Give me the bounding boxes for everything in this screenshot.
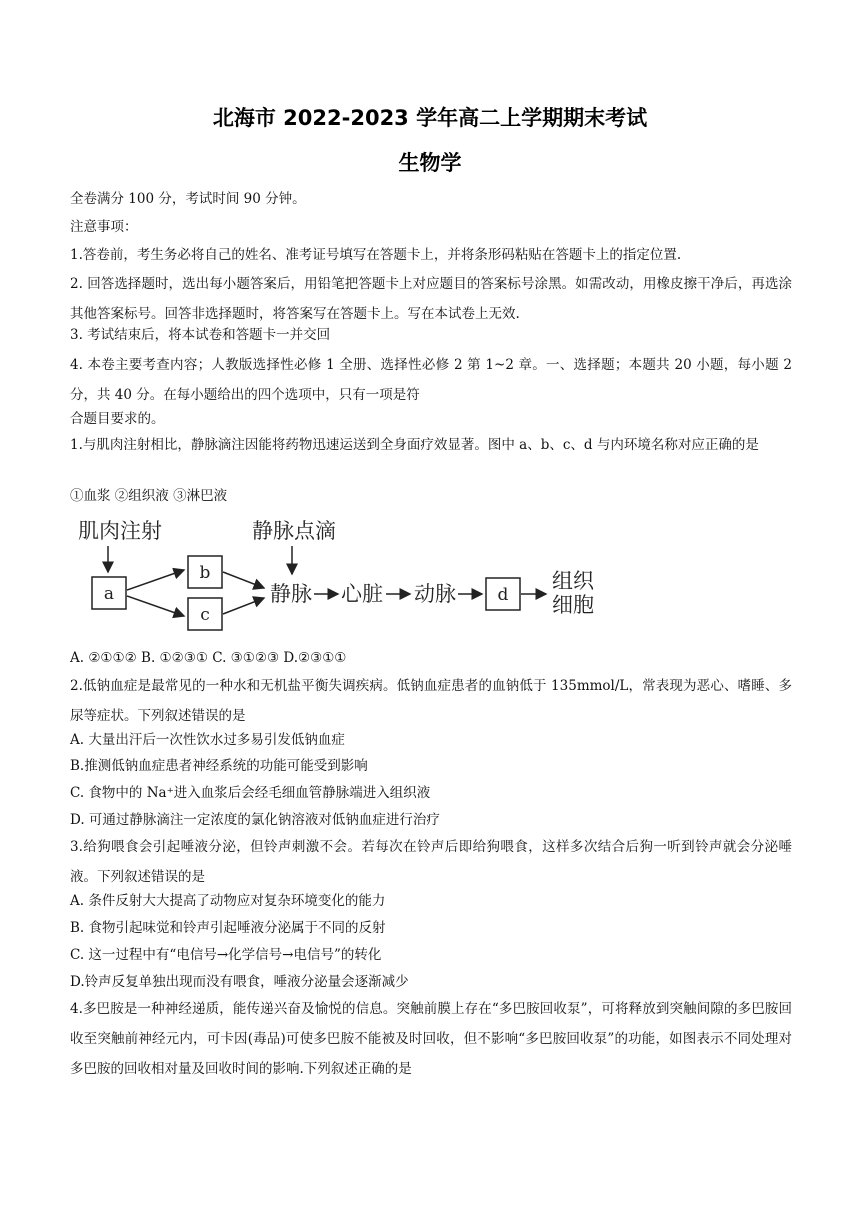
q1-legend: ①血浆 ②组织液 ③淋巴液 xyxy=(70,488,228,504)
intro-note-4: 4. 本卷主要考查内容；人教版选择性必修 1 全册、选择性必修 2 第 1~2 章。一、选择题；本题共 20 小题，每小题 2 分，共 40 分。在每小题给出的四个选项中，只有一项是符 xyxy=(70,357,792,403)
q3-option-b: B. 食物引起味觉和铃声引起唾液分泌属于不同的反射 xyxy=(70,920,386,936)
box-a-label: a xyxy=(103,584,115,604)
intro-score: 全卷满分 100 分，考试时间 90 分钟。 xyxy=(70,191,306,207)
q2-stem: 2.低钠血症是最常见的一种水和无机盐平衡失调疾病。低钠血症患者的血钠低于 135mmol/L，常表现为恶心、嗜睡、多尿等症状。下列叙述错误的是 xyxy=(70,678,792,724)
q2-option-c: C. 食物中的 Na⁺进入血浆后会经毛细血管静脉端进入组织液 xyxy=(70,785,431,801)
label-artery: 动脉 xyxy=(414,582,456,606)
intro-note-3: 3. 考试结束后，将本试卷和答题卡一并交回 xyxy=(70,327,331,343)
box-b-label: b xyxy=(199,563,211,583)
label-vein: 静脉 xyxy=(270,582,312,606)
q2-option-d: D. 可通过静脉滴注一定浓度的氯化钠溶液对低钠血症进行治疗 xyxy=(70,812,440,828)
arrow-b-vein xyxy=(223,572,264,588)
q3-option-c: C. 这一过程中有“电信号→化学信号→电信号”的转化 xyxy=(70,947,382,963)
q3-option-d: D.铃声反复单独出现而没有喂食，唾液分泌量会逐渐减少 xyxy=(70,974,409,990)
q3-stem: 3.给狗喂食会引起唾液分泌，但铃声刺激不会。若每次在铃声后即给狗喂食，这样多次结合后狗一听到铃声就会分泌唾液。下列叙述错误的是 xyxy=(70,839,792,885)
label-intramuscular: 肌肉注射 xyxy=(78,519,162,543)
exam-title: 北海市 2022-2023 学年高二上学期期末考试 xyxy=(212,106,648,130)
subject-title: 生物学 xyxy=(398,151,462,175)
label-heart: 心脏 xyxy=(341,582,383,606)
q2-option-a: A. 大量出汗后一次性饮水过多易引发低钠血症 xyxy=(70,732,345,748)
q1-options: A. ②①①② B. ①②③① C. ③①②③ D.②③①① xyxy=(70,650,347,666)
box-d-label: d xyxy=(497,585,509,605)
q4-stem: 4.多巴胺是一种神经递质，能传递兴奋及愉悦的信息。突触前膜上存在“多巴胺回收泵”，可将释放到突触间隙的多巴胺回收至突触前神经元内，可卡因(毒品)可使多巴胺不能被及时回收，但不影响“多巴胺回收泵”的功能，如图表示不同处理对多巴胺的回收相对量及回收时间的影响.下列叙述正确的是 xyxy=(70,1001,792,1077)
q1-stem: 1.与肌肉注射相比，静脉滴注因能将药物迅速运送到全身面疗效显著。图中 a、b、c、d 与内环境名称对应正确的是 xyxy=(70,437,759,453)
arrow-c-vein xyxy=(223,598,264,614)
label-cell: 细胞 xyxy=(552,593,594,617)
intro-note-2: 2. 回答选择题时，选出每小题答案后，用铅笔把答题卡上对应题目的答案标号涂黑。如需改动，用橡皮擦干净后，再选涂其他答案标号。回答非选择题时，将答案写在答题卡上。写在本试卷上无效. xyxy=(70,276,792,322)
arrow-a-b xyxy=(127,570,184,590)
intro-note-5: 合题目要求的。 xyxy=(70,411,165,427)
intro-note-1: 1.答卷前，考生务必将自己的姓名、准考证号填写在答题卡上，并将条形码粘贴在答题卡上的指定位置. xyxy=(70,247,682,263)
box-c-label: c xyxy=(200,605,210,625)
q2-option-b: B.推测低钠血症患者神经系统的功能可能受到影响 xyxy=(70,758,368,774)
label-tissue: 组织 xyxy=(552,569,594,593)
label-iv-drip: 静脉点滴 xyxy=(252,519,336,543)
q3-option-a: A. 条件反射大大提高了动物应对复杂环境变化的能力 xyxy=(70,893,386,909)
arrow-a-c xyxy=(127,596,184,616)
q1-flow-diagram xyxy=(70,512,630,642)
intro-notice: 注意事项： xyxy=(70,219,138,235)
